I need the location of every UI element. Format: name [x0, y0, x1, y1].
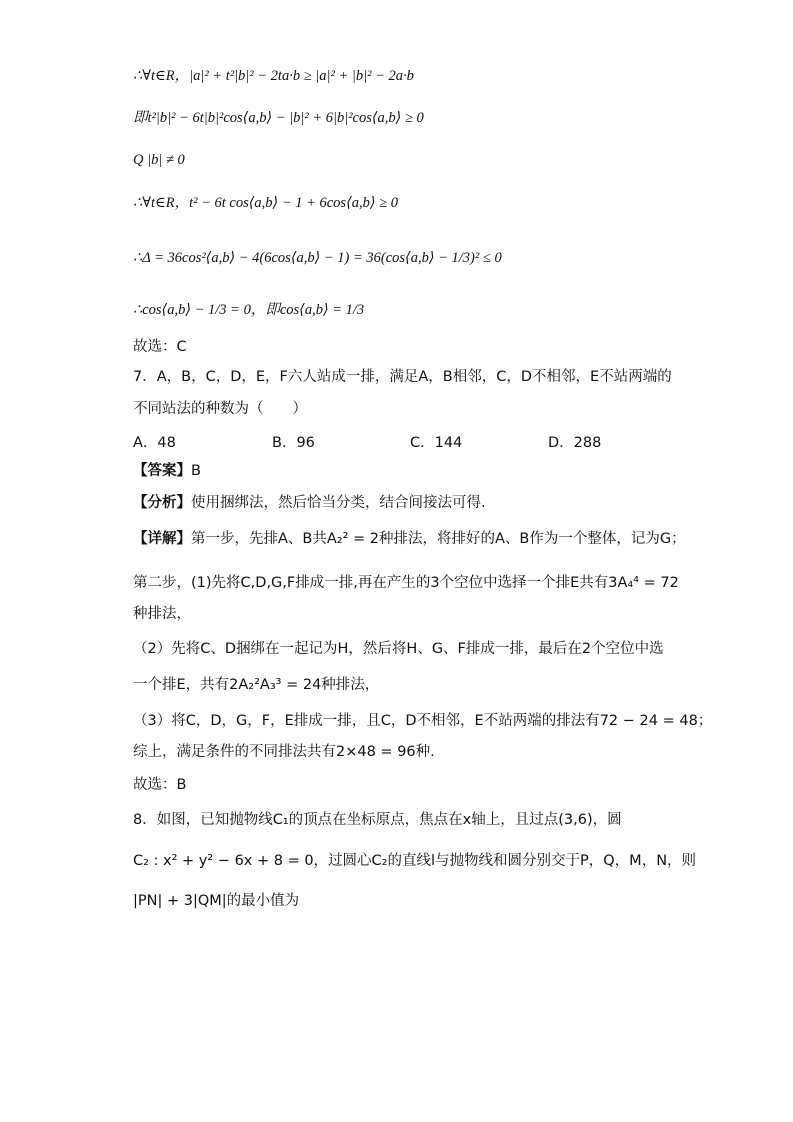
analysis-text: 使用捆绑法，然后恰当分类，结合间接法可得.	[191, 495, 486, 511]
answer-value: B	[191, 463, 201, 479]
question-8-text-cont: C₂ : x² + y² − 6x + 8 = 0，过圆心C₂的直线l与抛物线和圆分别交于P，Q，M，N，则	[133, 853, 697, 869]
detail-line-4: （2）先将C、D捆绑在一起记为H，然后将H、G、F排成一排，最后在2个空位中选	[133, 641, 664, 657]
line-inequality-1: ∴∀t∈R，|a|² + t²|b|² − 2ta·b ≥ |a|² + |b|² − 2a·b	[133, 68, 414, 84]
detail-line-2: 第二步，(1)先将C,D,G,F排成一排,再在产生的3个空位中选择一个排E共有3A₄⁴ = 72	[133, 575, 679, 591]
answer-tag: 【答案】	[133, 463, 191, 479]
question-8-text-end: |PN| + 3|QM|的最小值为	[133, 893, 300, 909]
detail-tag: 【详解】	[133, 531, 191, 547]
question-7-text: 7．A，B，C，D，E，F六人站成一排，满足A，B相邻，C，D不相邻，E不站两端的	[133, 369, 672, 385]
line-choose-b: 故选：B	[133, 777, 187, 793]
analysis-line	[133, 493, 486, 513]
detail-line-7: 综上，满足条件的不同排法共有2×48 = 96种.	[133, 744, 435, 760]
detail-line-6: （3）将C，D，G，F，E排成一排，且C，D不相邻，E不站两端的排法有72 − 24 = 48；	[133, 713, 713, 729]
line-discriminant: ∴Δ = 36cos²⟨a,b⟩ − 4(6cos⟨a,b⟩ − 1) = 36(cos⟨a,b⟩ − 1/3)² ≤ 0	[133, 250, 502, 266]
option-a: A．48	[133, 435, 176, 451]
answer-line	[133, 461, 201, 481]
option-b: B．96	[272, 435, 315, 451]
question-8-text: 8．如图，已知抛物线C₁的顶点在坐标原点，焦点在x轴上，且过点(3,6)，圆	[133, 812, 622, 828]
detail-text-1: 第一步，先排A、B共A₂² = 2种排法，将排好的A、B作为一个整体，记为G；	[191, 531, 686, 547]
detail-line-5: 一个排E，共有2A₂²A₃³ = 24种排法，	[133, 677, 380, 693]
analysis-tag: 【分析】	[133, 495, 191, 511]
detail-line-3: 种排法，	[133, 606, 191, 622]
option-c: C．144	[410, 435, 463, 451]
detail-line-1	[133, 529, 686, 549]
line-cos-result: ∴cos⟨a,b⟩ − 1/3 = 0，即cos⟨a,b⟩ = 1/3	[133, 302, 365, 318]
line-nonzero: Q |b| ≠ 0	[133, 152, 185, 168]
option-d: D．288	[548, 435, 602, 451]
question-7-text-cont: 不同站法的种数为（ ）	[133, 401, 307, 417]
line-inequality-3: ∴∀t∈R，t² − 6t cos⟨a,b⟩ − 1 + 6cos⟨a,b⟩ ≥ 0	[133, 195, 398, 211]
line-choose-c: 故选：C	[133, 339, 187, 355]
line-inequality-2: 即t²|b|² − 6t|b|²cos⟨a,b⟩ − |b|² + 6|b|²cos⟨a,b⟩ ≥ 0	[133, 110, 424, 126]
